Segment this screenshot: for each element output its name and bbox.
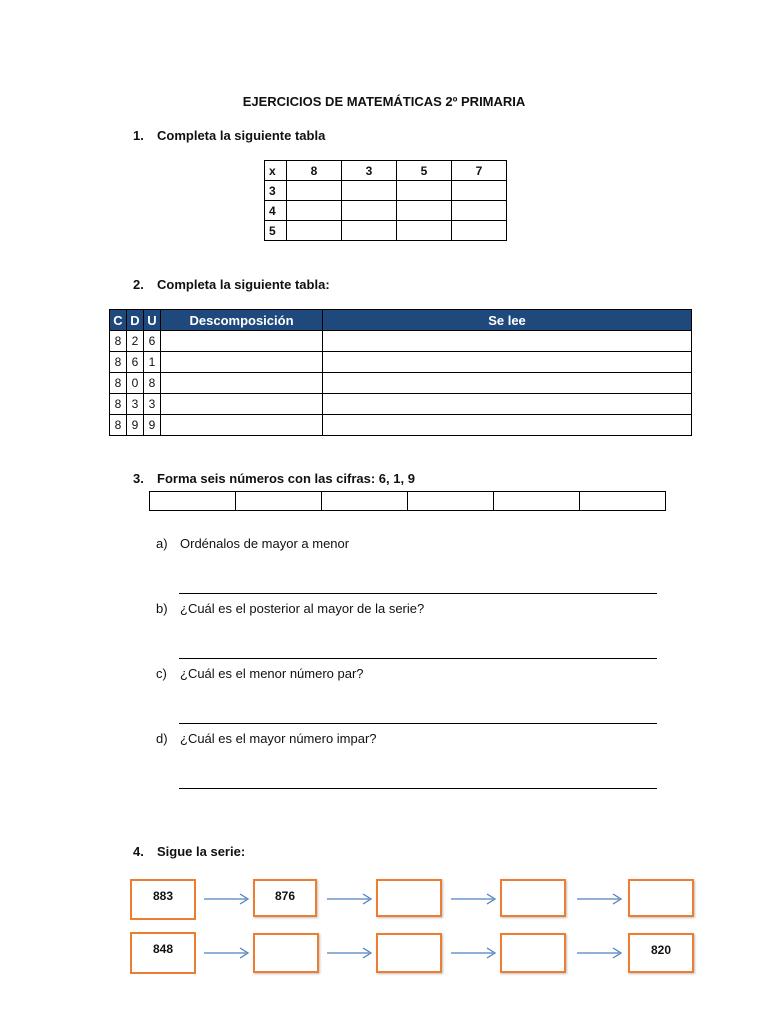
series-value: 876 [274, 889, 296, 903]
subquestion-letter: a) [156, 536, 168, 551]
answer-cell[interactable] [397, 221, 452, 241]
answer-cell[interactable] [161, 352, 323, 373]
subquestion-text: ¿Cuál es el mayor número impar? [180, 731, 377, 746]
table-row [110, 415, 692, 436]
table-cell: 4 [265, 201, 287, 221]
table-cell: 6 [144, 331, 161, 352]
answer-cell[interactable] [161, 415, 323, 436]
answer-line[interactable] [179, 658, 657, 659]
answer-cell[interactable] [236, 492, 322, 511]
subquestion-letter: c) [156, 666, 167, 681]
table-cell: 3 [144, 394, 161, 415]
table-cell: 3 [342, 161, 397, 181]
header-cell: Descomposición [161, 310, 323, 331]
series-answer-box[interactable] [628, 879, 694, 917]
table-cell: x [265, 161, 287, 181]
arrow-right-icon [577, 947, 623, 959]
table-cell: 9 [127, 415, 144, 436]
question-number: 1. [133, 128, 144, 143]
answer-cell[interactable] [161, 394, 323, 415]
answer-cell[interactable] [580, 492, 666, 511]
answer-cell[interactable] [323, 373, 692, 394]
subquestion-text: ¿Cuál es el posterior al mayor de la serie? [180, 601, 425, 616]
table-cell: 7 [452, 161, 507, 181]
table-cell: 1 [144, 352, 161, 373]
series-answer-box[interactable] [376, 879, 442, 917]
series-answer-box[interactable] [500, 933, 566, 973]
arrow-right-icon [451, 947, 497, 959]
table-row [265, 181, 507, 201]
table-cell: 3 [265, 181, 287, 201]
header-cell: Se lee [323, 310, 692, 331]
table-header-row [265, 161, 507, 181]
question-2-heading [133, 277, 330, 292]
subquestion-text: ¿Cuál es el menor número par? [180, 666, 364, 681]
table-cell: 8 [110, 415, 127, 436]
answer-cell[interactable] [323, 352, 692, 373]
table-cell: 9 [144, 415, 161, 436]
answer-cell[interactable] [452, 201, 507, 221]
header-cell: U [144, 310, 161, 331]
question-number: 4. [133, 844, 144, 859]
table-cell: 5 [397, 161, 452, 181]
question-1-heading [133, 128, 325, 143]
answer-cell[interactable] [452, 221, 507, 241]
table-row [265, 201, 507, 221]
table-cell: 8 [110, 331, 127, 352]
multiplication-table [264, 160, 507, 241]
page-title: EJERCICIOS DE MATEMÁTICAS 2º PRIMARIA [242, 94, 526, 109]
answer-cell[interactable] [342, 181, 397, 201]
question-label: Completa la siguiente tabla [157, 128, 326, 143]
answer-cell[interactable] [287, 221, 342, 241]
series-value: 848 [152, 942, 174, 956]
arrow-right-icon [204, 947, 250, 959]
arrow-right-icon [204, 893, 250, 905]
series-box [130, 879, 196, 920]
answer-cell[interactable] [342, 201, 397, 221]
series-box [628, 933, 694, 973]
table-cell: 8 [110, 352, 127, 373]
answer-cell[interactable] [161, 373, 323, 394]
place-value-table [109, 309, 692, 436]
answer-line[interactable] [179, 723, 657, 724]
numbers-answer-table [149, 491, 666, 511]
table-cell: 8 [110, 373, 127, 394]
answer-cell[interactable] [323, 331, 692, 352]
subquestion-text: Ordénalos de mayor a menor [180, 536, 350, 551]
subquestion-a [156, 536, 349, 551]
answer-cell[interactable] [287, 201, 342, 221]
answer-cell[interactable] [287, 181, 342, 201]
answer-cell[interactable] [323, 394, 692, 415]
answer-cell[interactable] [408, 492, 494, 511]
table-cell: 8 [110, 394, 127, 415]
table-row [110, 394, 692, 415]
header-cell: D [127, 310, 144, 331]
table-header-row [110, 310, 692, 331]
arrow-right-icon [451, 893, 497, 905]
table-row [110, 331, 692, 352]
answer-cell[interactable] [322, 492, 408, 511]
answer-line[interactable] [179, 593, 657, 594]
table-cell: 5 [265, 221, 287, 241]
header-cell: C [110, 310, 127, 331]
question-label: Forma seis números con las cifras: 6, 1, 9 [157, 471, 415, 486]
answer-cell[interactable] [161, 331, 323, 352]
series-value: 883 [152, 889, 174, 903]
question-4-heading [133, 844, 245, 859]
subquestion-c [156, 666, 364, 681]
series-answer-box[interactable] [253, 933, 319, 973]
table-row [265, 221, 507, 241]
table-cell: 8 [144, 373, 161, 394]
arrow-right-icon [327, 947, 373, 959]
series-answer-box[interactable] [376, 933, 442, 973]
answer-cell[interactable] [150, 492, 236, 511]
series-answer-box[interactable] [500, 879, 566, 917]
series-value: 820 [650, 943, 672, 957]
subquestion-b [156, 601, 424, 616]
table-cell: 8 [287, 161, 342, 181]
series-box [253, 879, 317, 917]
table-row [150, 492, 666, 511]
subquestion-letter: d) [156, 731, 168, 746]
question-3-heading [133, 471, 415, 486]
series-box [130, 932, 196, 974]
answer-cell[interactable] [323, 415, 692, 436]
answer-cell[interactable] [342, 221, 397, 241]
table-cell: 0 [127, 373, 144, 394]
subquestion-d [156, 731, 377, 746]
answer-cell[interactable] [397, 181, 452, 201]
table-row [110, 352, 692, 373]
table-cell: 3 [127, 394, 144, 415]
answer-cell[interactable] [494, 492, 580, 511]
answer-cell[interactable] [452, 181, 507, 201]
answer-line[interactable] [179, 788, 657, 789]
table-cell: 2 [127, 331, 144, 352]
subquestion-letter: b) [156, 601, 168, 616]
question-label: Completa la siguiente tabla: [157, 277, 330, 292]
arrow-right-icon [577, 893, 623, 905]
table-cell: 6 [127, 352, 144, 373]
question-number: 2. [133, 277, 144, 292]
question-number: 3. [133, 471, 144, 486]
arrow-right-icon [327, 893, 373, 905]
table-row [110, 373, 692, 394]
question-label: Sigue la serie: [157, 844, 246, 859]
answer-cell[interactable] [397, 201, 452, 221]
